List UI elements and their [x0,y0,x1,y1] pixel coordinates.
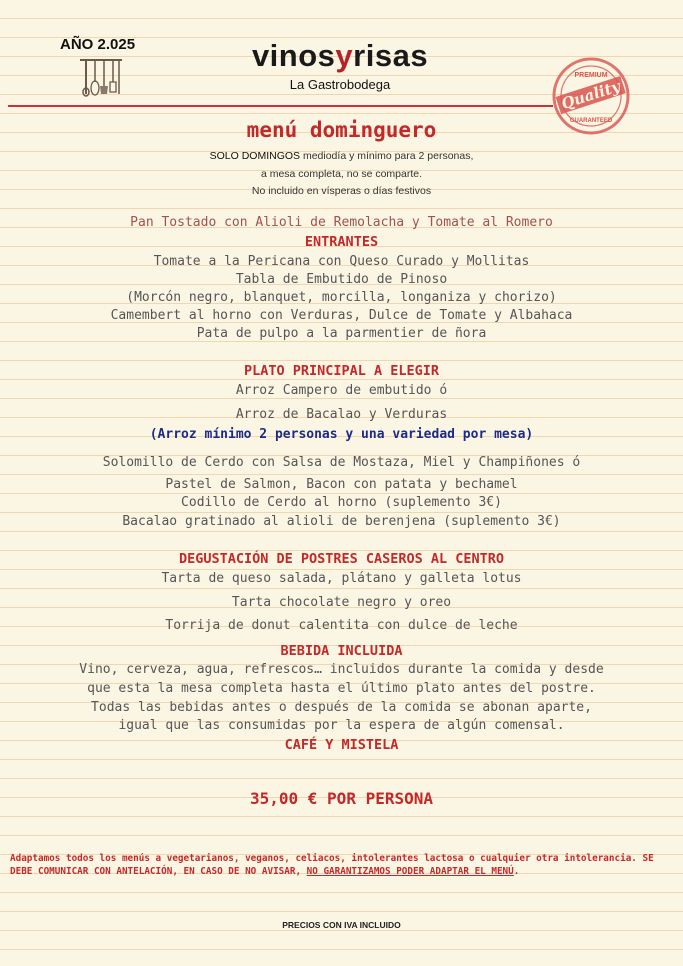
kitchen-utensils-icon [78,56,124,98]
bebida-line: igual que las consumidas por la espera de algún comensal. [118,718,565,733]
entrante-item: Tabla de Embutido de Pinoso [235,272,448,287]
bebida-line: que esta la mesa completa hasta el último plato antes del postre. [87,681,596,696]
vat-notice: PRECIOS CON IVA INCLUIDO [282,920,401,930]
bebida-line: Todas las bebidas antes o después de la comida se abonan aparte, [91,700,592,715]
svg-text:Quality: Quality [559,77,623,113]
brand-logo: vinosyrisas [251,38,429,73]
bebida-line: Vino, cerveza, agua, refrescos… incluidos durante la comida y desde [79,662,604,677]
dietary-notice: Adaptamos todos los menús a vegetarianos, veganos, celiacos, intolerantes lactosa o cualquier otra intolerancia. SE DEBE COMUNICAR CON ANTELACIÓN, EN CASO DE NO AVISAR, NO GARANTIZAMOS PODER ADAPTAR EL MENÚ. [10,853,654,877]
principal-item: Pastel de Salmon, Bacon con patata y bechamel [165,477,518,492]
rice-option: Arroz de Bacalao y Verduras [235,407,448,422]
menu-price: 35,00 € POR PERSONA [249,789,434,808]
conditions-line-2: a mesa completa, no se comparte. [260,168,423,180]
principal-item: Codillo de Cerdo al horno (suplemento 3€) [181,495,502,510]
principal-item: Bacalao gratinado al alioli de berenjena (suplemento 3€) [122,514,561,529]
rice-option: Arroz Campero de embutido ó [235,383,448,398]
svg-text:PREMIUM: PREMIUM [574,72,608,79]
cafe-heading: CAFÉ Y MISTELA [284,737,399,753]
postre-item: Tarta de queso salada, plátano y galleta lotus [161,571,522,586]
svg-text:GUARANTEED: GUARANTEED [569,118,613,124]
header-divider [8,105,553,107]
principal-heading: PLATO PRINCIPAL A ELEGIR [243,363,440,379]
postre-item: Tarta chocolate negro y oreo [231,595,452,610]
entrante-item: Tomate a la Pericana con Queso Curado y Mollitas [153,254,530,269]
entrantes-heading: ENTRANTES [304,234,379,250]
conditions-line-1: SOLO DOMINGOS mediodía y mínimo para 2 personas, [209,150,474,162]
principal-item: Solomillo de Cerdo con Salsa de Mostaza, Miel y Champiñones ó [102,455,581,470]
entrante-item: Pata de pulpo a la parmentier de ñora [196,326,487,341]
postre-item: Torrija de donut calentita con dulce de leche [165,618,518,633]
rice-note: (Arroz mínimo 2 personas y una variedad por mesa) [149,427,534,442]
postres-heading: DEGUSTACIÓN DE POSTRES CASEROS AL CENTRO [178,551,505,567]
year-label: AÑO 2.025 [60,36,136,53]
entrante-item: (Morcón negro, blanquet, morcilla, longaniza y chorizo) [126,290,557,305]
starter-bread: Pan Tostado con Alioli de Remolacha y Tomate al Romero [130,215,553,230]
brand-tagline: La Gastrobodega [289,77,391,92]
entrante-item: Camembert al horno con Verduras, Dulce de Tomate y Albahaca [110,308,573,323]
bebida-heading: BEBIDA INCLUIDA [280,643,403,659]
menu-title: menú dominguero [246,118,437,142]
conditions-line-3: No incluido en vísperas o días festivos [251,185,432,197]
